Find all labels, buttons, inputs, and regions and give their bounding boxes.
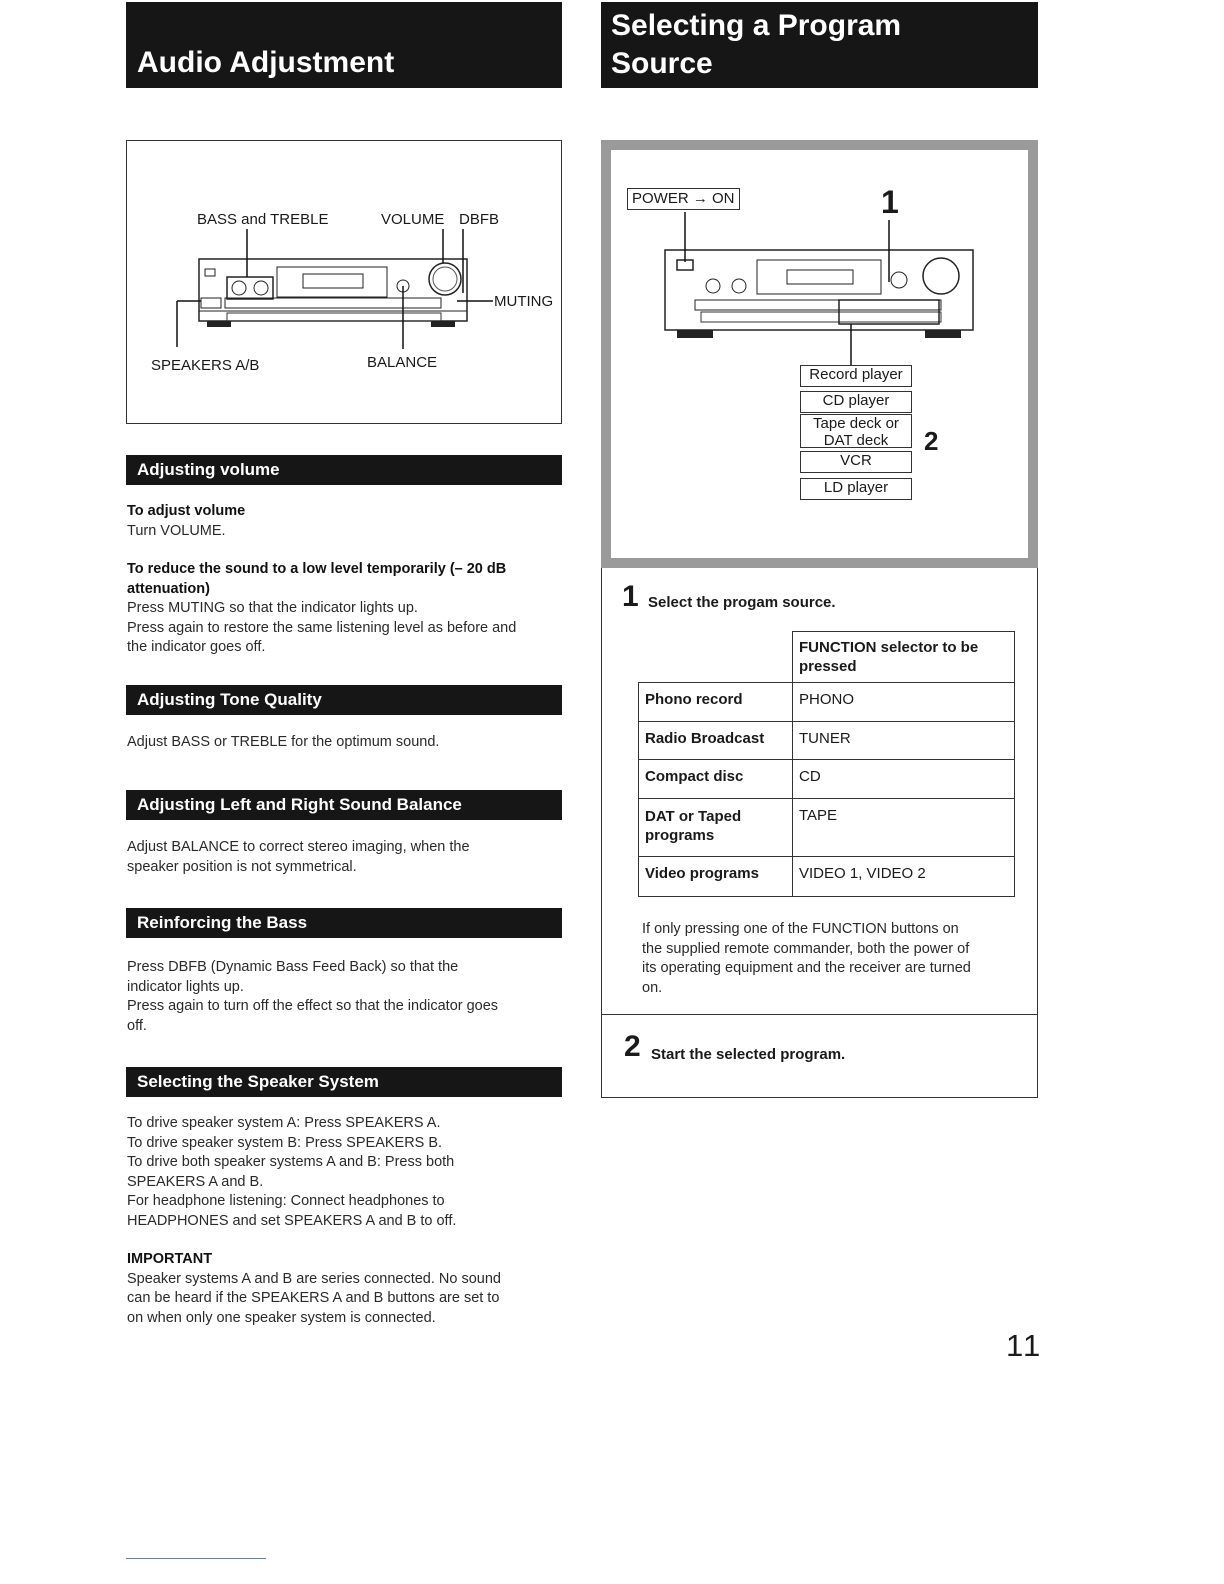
page-number: 11 bbox=[1006, 1328, 1043, 1363]
volume-subheading: To adjust volume bbox=[127, 503, 246, 519]
section-header-volume: Adjusting volume bbox=[126, 455, 562, 485]
bass-text-line: Press DBFB (Dynamic Bass Feed Back) so that the bbox=[127, 959, 459, 975]
bass-text-line: Press again to turn off the effect so that the indicator goes bbox=[127, 998, 499, 1014]
table-cell-function: PHONO bbox=[793, 683, 1015, 722]
step-2-text: Start the selected program. bbox=[651, 1046, 846, 1063]
power-on-label: POWER → ON bbox=[627, 188, 740, 210]
bass-text-line: indicator lights up. bbox=[127, 978, 244, 995]
section-header-balance: Adjusting Left and Right Sound Balance bbox=[126, 790, 562, 820]
note-line: the supplied remote commander, both the power of bbox=[642, 940, 970, 957]
step-2-marker: 2 bbox=[924, 426, 939, 456]
table-row bbox=[639, 722, 1015, 760]
table-row bbox=[639, 799, 1015, 857]
table-cell-function: VIDEO 1, VIDEO 2 bbox=[793, 857, 1015, 897]
muting-text-line: the indicator goes off. bbox=[127, 639, 266, 655]
label-balance: BALANCE bbox=[367, 354, 438, 371]
label-dbfb: DBFB bbox=[459, 211, 500, 228]
receiver-front-panel-drawing bbox=[127, 141, 560, 422]
balance-section-body bbox=[127, 838, 470, 877]
important-text-line: can be heard if the SPEAKERS A and B buttons are set to bbox=[127, 1290, 500, 1306]
step-1-text: Select the progam source. bbox=[648, 594, 836, 611]
label-bass-treble: BASS and TREBLE bbox=[197, 211, 329, 228]
tone-text: Adjust BASS or TREBLE for the optimum sound. bbox=[127, 734, 440, 750]
important-label: IMPORTANT bbox=[127, 1251, 213, 1267]
table-row bbox=[639, 857, 1015, 897]
table-cell-source: Phono record bbox=[639, 683, 793, 722]
table-cell-source: Compact disc bbox=[639, 760, 793, 799]
step-2-number: 2 bbox=[624, 1030, 641, 1063]
speaker-section-body bbox=[127, 1114, 501, 1328]
table-row bbox=[639, 760, 1015, 799]
bass-text-line: off. bbox=[127, 1017, 147, 1034]
table-header-row bbox=[639, 632, 1015, 683]
section-header-tone: Adjusting Tone Quality bbox=[126, 685, 562, 715]
table-header-cell bbox=[793, 632, 1015, 683]
source-tape-line: Tape deck or bbox=[813, 415, 899, 432]
source-ld-player: LD player bbox=[800, 478, 912, 500]
table-cell-source bbox=[639, 799, 793, 857]
source-tape-dat bbox=[800, 414, 912, 448]
section-header-speaker: Selecting the Speaker System bbox=[126, 1067, 562, 1097]
table-cell-function: TUNER bbox=[793, 722, 1015, 760]
important-text-line: on when only one speaker system is connected. bbox=[127, 1309, 436, 1326]
volume-text: Turn VOLUME. bbox=[127, 522, 226, 539]
balance-text-line: speaker position is not symmetrical. bbox=[127, 858, 357, 875]
right-title-line1: Selecting a Program bbox=[611, 9, 902, 42]
right-page-title bbox=[601, 2, 1038, 88]
label-muting: MUTING bbox=[494, 293, 554, 310]
note-line: If only pressing one of the FUNCTION buttons on bbox=[642, 921, 959, 937]
section-header-bass: Reinforcing the Bass bbox=[126, 908, 562, 938]
table-header-line1: FUNCTION selector to be bbox=[799, 639, 979, 656]
label-speakers: SPEAKERS A/B bbox=[151, 357, 260, 374]
table-header-empty bbox=[639, 632, 793, 683]
left-page-title-text: Audio Adjustment bbox=[137, 46, 395, 79]
program-source-diagram bbox=[601, 140, 1038, 568]
volume-section-body bbox=[127, 502, 567, 658]
step-1-number: 1 bbox=[622, 580, 639, 613]
footer-rule bbox=[126, 1558, 266, 1559]
table-cell-function: CD bbox=[793, 760, 1015, 799]
source-dat-line: DAT deck bbox=[823, 432, 889, 449]
table-cell-source-line2: programs bbox=[645, 827, 715, 844]
source-record-player: Record player bbox=[800, 365, 912, 387]
muting-subheading-line1: To reduce the sound to a low level temporarily (– 20 dB bbox=[127, 561, 507, 577]
label-volume: VOLUME bbox=[381, 211, 445, 228]
balance-text-line: Adjust BALANCE to correct stereo imaging, when the bbox=[127, 839, 470, 855]
speaker-text-line: SPEAKERS A and B. bbox=[127, 1173, 264, 1190]
muting-subheading-line2: attenuation) bbox=[127, 580, 210, 597]
speaker-text-line: HEADPHONES and set SPEAKERS A and B to off. bbox=[127, 1212, 457, 1229]
right-title-line2: Source bbox=[611, 47, 713, 80]
table-cell-function: TAPE bbox=[793, 799, 1015, 857]
audio-controls-diagram bbox=[126, 140, 562, 424]
table-cell-source: Radio Broadcast bbox=[639, 722, 793, 760]
source-vcr: VCR bbox=[800, 451, 912, 473]
step-1-marker: 1 bbox=[881, 184, 899, 220]
function-selector-table bbox=[638, 631, 1015, 897]
speaker-text-line: For headphone listening: Connect headphones to bbox=[127, 1193, 445, 1209]
table-cell-source-line1: DAT or Taped bbox=[645, 808, 742, 825]
speaker-text-line: To drive both speaker systems A and B: Press both bbox=[127, 1154, 455, 1170]
note-line: its operating equipment and the receiver are turned bbox=[642, 960, 971, 976]
table-cell-source: Video programs bbox=[639, 857, 793, 897]
important-text-line: Speaker systems A and B are series connected. No sound bbox=[127, 1270, 501, 1287]
remote-note bbox=[642, 920, 971, 998]
note-line: on. bbox=[642, 979, 663, 996]
muting-text-line: Press MUTING so that the indicator lights up. bbox=[127, 600, 418, 616]
muting-text-line: Press again to restore the same listening level as before and bbox=[127, 619, 517, 636]
table-row bbox=[639, 683, 1015, 722]
speaker-text-line: To drive speaker system A: Press SPEAKERS A. bbox=[127, 1115, 441, 1131]
speaker-text-line: To drive speaker system B: Press SPEAKERS B. bbox=[127, 1134, 443, 1151]
table-header-line2: pressed bbox=[799, 658, 857, 675]
source-cd-player: CD player bbox=[800, 391, 912, 413]
bass-section-body bbox=[127, 958, 498, 1036]
left-page-title bbox=[126, 2, 562, 88]
